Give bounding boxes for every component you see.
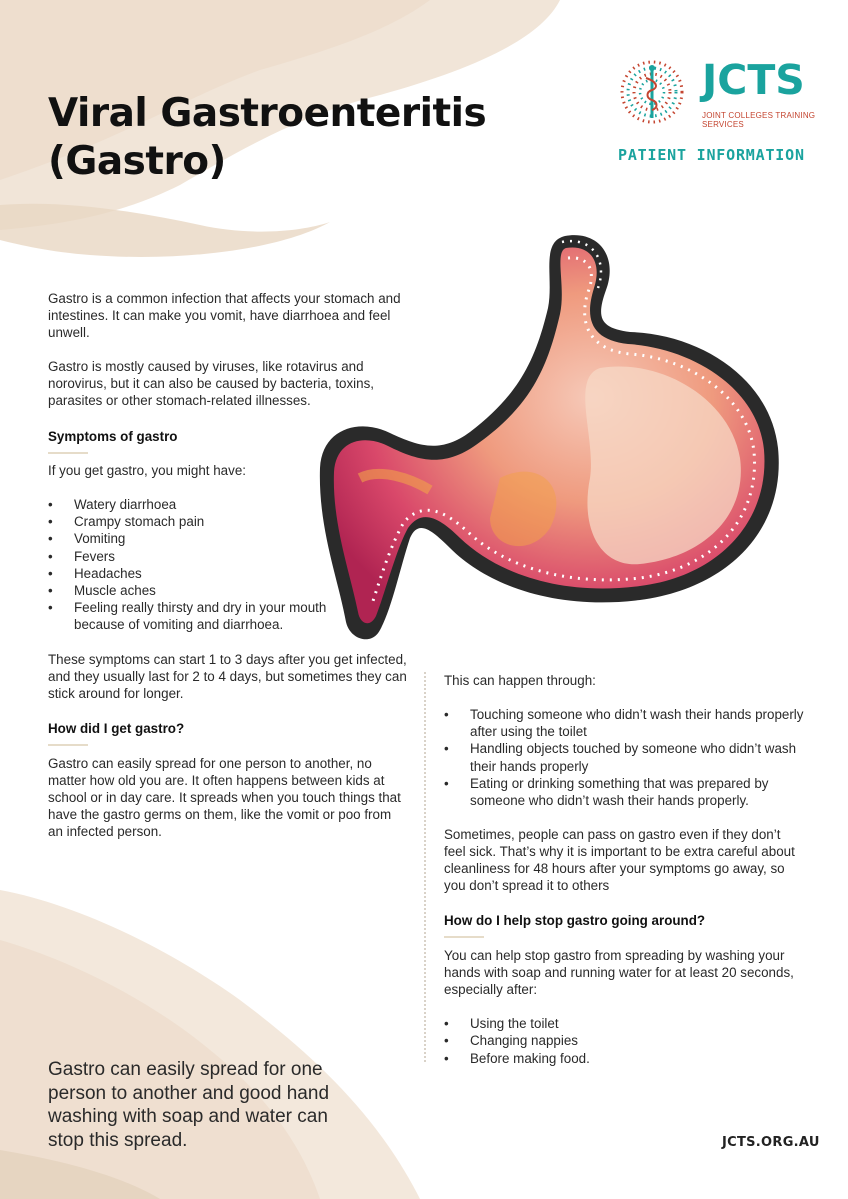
symptoms-heading: Symptoms of gastro: [48, 429, 178, 444]
list-item: • Crampy stomach pain: [48, 513, 348, 530]
list-item: • Vomiting: [48, 530, 348, 547]
intro-paragraph-2: Gastro is mostly caused by viruses, like rotavirus and norovirus, but it can also be caused by bacteria, toxins, parasites or other stomach-related illnesses.: [48, 359, 375, 408]
through-lead: This can happen through:: [444, 673, 596, 688]
section-rule: [444, 936, 484, 938]
title-line-2: (Gastro): [48, 139, 226, 184]
page-title: [48, 90, 486, 186]
symptoms-lead: If you get gastro, you might have:: [48, 463, 246, 478]
stop-heading: How do I help stop gastro going around?: [444, 913, 706, 929]
symptoms-list: [48, 496, 348, 634]
handwash-list: [444, 1015, 804, 1067]
column-divider: [424, 672, 426, 1062]
how-heading: How did I get gastro?: [48, 720, 185, 736]
list-item: • Headaches: [48, 565, 348, 582]
list-item: • Before making food.: [444, 1050, 804, 1067]
list-item: • Handling objects touched by someone who didn’t wash their hands properly: [444, 740, 804, 774]
list-item: • Touching someone who didn’t wash their hands properly after using the toilet: [444, 706, 804, 740]
transmission-list: [444, 706, 804, 809]
list-item: • Changing nappies: [444, 1032, 804, 1049]
list-item: • Watery diarrhoea: [48, 496, 348, 513]
symptoms-duration: These symptoms can start 1 to 3 days after you get infected, and they usually last for 2 to 4 days, but sometimes they can stick around for longer.: [48, 651, 407, 701]
pull-quote: Gastro can easily spread for one person to another and good hand washing with soap and water can stop this spread.: [48, 1059, 330, 1151]
website-url: JCTS.ORG.AU: [722, 1135, 820, 1150]
how-paragraph: Gastro can easily spread for one person to another, no matter how old you are. It often happens between kids at school or in day care. It spreads when you touch things that have the gastro germs on them, like the vomit or poo from an infected person.: [48, 755, 401, 839]
section-rule: [48, 452, 88, 454]
list-item: • Eating or drinking something that was prepared by someone who didn’t wash their hands properly.: [444, 775, 804, 809]
list-item: • Muscle aches: [48, 582, 348, 599]
patient-information-label: PATIENT INFORMATION: [618, 146, 805, 164]
intro-paragraph-1: Gastro is a common infection that affects your stomach and intestines. It can make you vomit, have diarrhoea and feel unwell.: [48, 291, 401, 340]
logo-subtitle: JOINT COLLEGES TRAINING SERVICES: [702, 111, 816, 129]
list-item: • Using the toilet: [444, 1015, 804, 1032]
stop-paragraph: You can help stop gastro from spreading by washing your hands with soap and running water for at least 20 seconds, especially after:: [444, 948, 794, 998]
left-column: [48, 290, 408, 840]
list-item: • Feeling really thirsty and dry in your mouth because of vomiting and diarrhoea.: [48, 599, 348, 633]
list-item: • Fevers: [48, 548, 348, 565]
section-rule: [48, 744, 88, 746]
right-column: [444, 672, 804, 1067]
logo-name: JCTS: [702, 56, 805, 104]
asymptomatic-paragraph: Sometimes, people can pass on gastro even if they don’t feel sick. That’s why it is important to be extra careful about cleanliness for 48 hours after your symptoms go away, so you don’t spread it to others: [444, 827, 795, 894]
title-line-1: Viral Gastroenteritis: [48, 91, 487, 136]
